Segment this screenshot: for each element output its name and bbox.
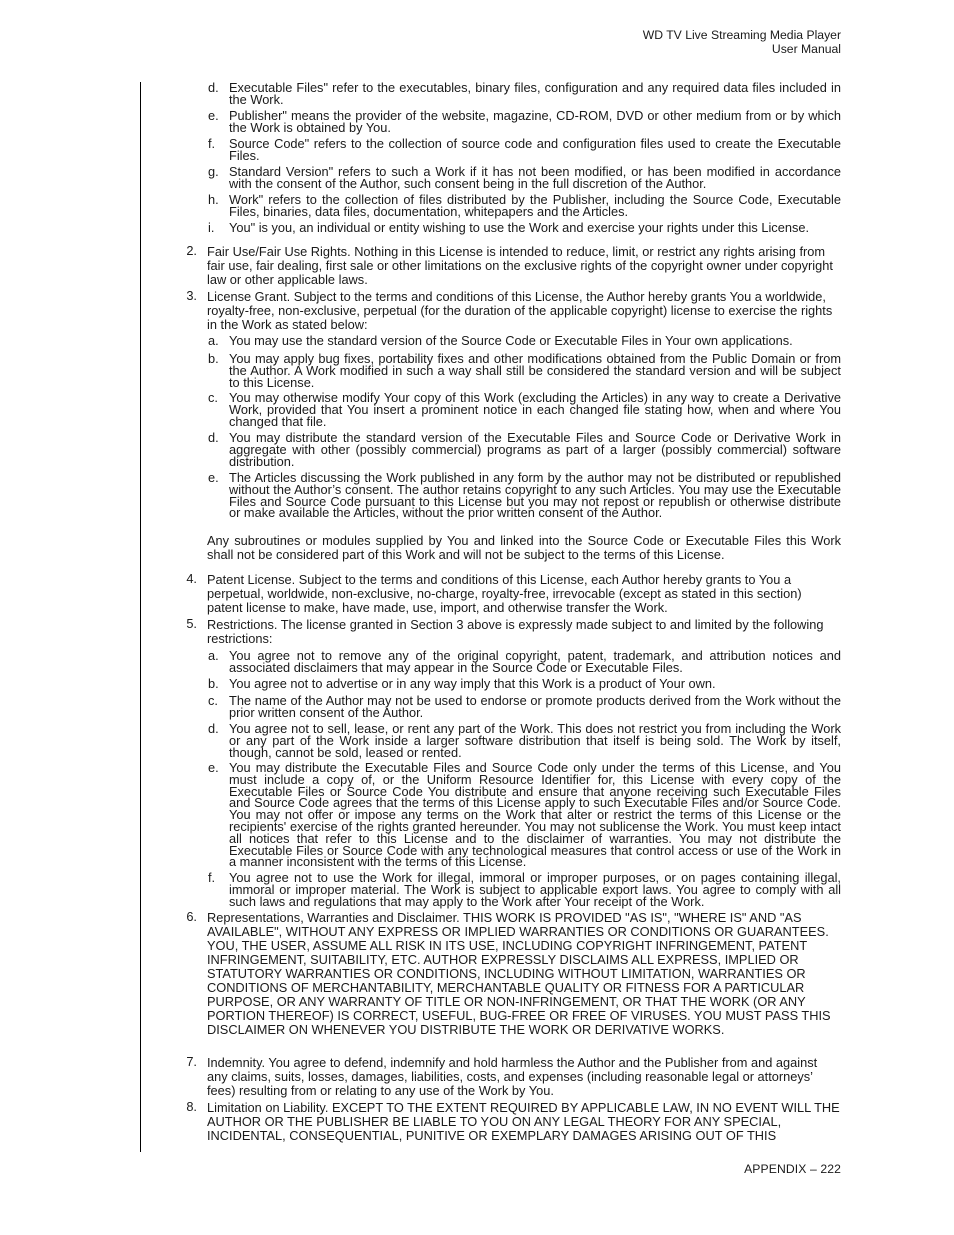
list-marker: d. bbox=[208, 430, 219, 445]
list-marker: g. bbox=[208, 164, 219, 179]
header-subtitle: User Manual bbox=[771, 42, 841, 56]
list-marker: e. bbox=[208, 470, 219, 485]
list-marker: c. bbox=[208, 693, 218, 708]
list-marker: 4. bbox=[186, 571, 197, 586]
body-paragraph: Any subroutines or modules supplied by You and linked into the Source Code or Executable Files this Work shall not be considered part of this Work and will not be subject to the terms of this License. bbox=[207, 533, 841, 562]
list-marker: a. bbox=[208, 648, 219, 663]
list-marker: d. bbox=[208, 721, 219, 736]
list-marker: c. bbox=[208, 390, 218, 405]
list-marker: i. bbox=[208, 220, 215, 235]
list-marker: f. bbox=[208, 136, 216, 151]
clause-text: You agree not to advertise or in any way imply that this Work is a product of Your own. bbox=[229, 676, 716, 691]
clause-text: Patent License. Subject to the terms and conditions of this License, each Author hereby grants to You a perpetual, worldwide, non-exclusive, no-charge, royalty-free, irrevocable (except as stated in this section) patent license to make, have made, use, import, and otherwise transfer the Work. bbox=[207, 572, 802, 615]
list-marker: 7. bbox=[186, 1054, 197, 1069]
list-marker: e. bbox=[208, 760, 219, 775]
clause-text: Fair Use/Fair Use Rights. Nothing in this License is intended to reduce, limit, or restrict any rights arising from fair use, fair dealing, first sale or other limitations on the exclusive rights of the copyright owner under copyright law or other applicable laws. bbox=[207, 244, 833, 287]
list-marker: f. bbox=[208, 870, 216, 885]
list-marker: 5. bbox=[186, 616, 197, 631]
list-marker: b. bbox=[208, 351, 219, 366]
clause-text: License Grant. Subject to the terms and conditions of this License, the Author hereby grants You a worldwide, royalty-free, non-exclusive, perpetual (for the duration of the applicable copyright) license to exercise the rights in the Work as stated below: bbox=[207, 289, 833, 332]
list-marker: 2. bbox=[186, 243, 197, 258]
list-marker: e. bbox=[208, 108, 219, 123]
page-number: 222 bbox=[820, 1162, 841, 1176]
clause-text: Source Code" refers to the collection of source code and configuration files used to create the Executable Files. bbox=[229, 136, 841, 163]
running-header bbox=[643, 28, 841, 56]
list-marker: 6. bbox=[186, 909, 197, 924]
list-marker: 3. bbox=[186, 288, 197, 303]
clause-text: You may distribute the Executable Files and Source Code only under the terms of this License, and You must include a copy of, or the Uniform Resource Identifier for, this License with every copy of the Executable Files or Source Code You distribute and ensure that anyone receiving such Executable Files and Source Code agrees that the terms of this License apply to such Executable Files and/or Source Code. You may not offer or impose any terms on the Work that alter or restrict the terms of this License or the recipients' exercise of the rights granted hereunder. You may not sublicense the Work. You must keep intact all notices that refer to this License and to the disclaimer of warranties. You may not distribute the Executable Files or Source Code with any technological measures that control access or use of the Work in a manner inconsistent with the terms of this License. bbox=[229, 760, 841, 870]
clause-text: You agree not to use the Work for illegal, immoral or improper purposes, or on pages containing illegal, immoral or improper material. The Work is subject to applicable export laws. You agree to comply with all such laws and regulations that may apply to the Work after Your receipt of the Work. bbox=[229, 870, 841, 909]
margin-rule bbox=[140, 82, 141, 1152]
clause-text: You may otherwise modify Your copy of this Work (excluding the Articles) in any way to create a Derivative Work, provided that You insert a prominent notice in each changed file stating how, when and where You changed that file. bbox=[229, 390, 841, 429]
list-marker: b. bbox=[208, 676, 219, 691]
clause-text: Limitation on Liability. EXCEPT TO THE EXTENT REQUIRED BY APPLICABLE LAW, IN NO EVENT WILL THE AUTHOR OR THE PUBLISHER BE LIABLE TO YOU ON ANY LEGAL THEORY FOR ANY SPECIAL, INCIDENTAL, CONSEQUENTIAL, PUNITIVE OR EXEMPLARY DAMAGES ARISING OUT OF THIS bbox=[207, 1100, 840, 1143]
clause-text: Publisher" means the provider of the website, magazine, CD-ROM, DVD or other medium from or by which the Work is obtained by You. bbox=[229, 108, 841, 135]
clause-text: Work" refers to the collection of files distributed by the Publisher, including the Source Code, Executable Files, binaries, data files, documentation, whitepapers and the Articles. bbox=[229, 192, 841, 219]
footer-separator: – bbox=[806, 1162, 821, 1176]
clause-text: Representations, Warranties and Disclaimer. THIS WORK IS PROVIDED "AS IS", "WHERE IS" AND "AS AVAILABLE", WITHOUT ANY EXPRESS OR IMPLIED WARRANTIES OR CONDITIONS OR GUARANTEES. YOU, THE USER, ASSUME ALL RISK IN ITS USE, INCLUDING COPYRIGHT INFRINGEMENT, PATENT INFRINGEMENT, SUITABILITY, ETC. AUTHOR EXPRESSLY DISCLAIMS ALL EXPRESS, IMPLIED OR STATUTORY WARRANTIES OR CONDITIONS, INCLUDING WITHOUT LIMITATION, WARRANTIES OR CONDITIONS OF MERCHANTABILITY, MERCHANTABLE QUALITY OR FITNESS FOR A PARTICULAR PURPOSE, OR ANY WARRANTY OF TITLE OR NON-INFRINGEMENT, OR THAT THE WORK (OR ANY PORTION THEREOF) IS CORRECT, USEFUL, BUG-FREE OR FREE OF VIRUSES. YOU MUST PASS THIS DISCLAIMER ON WHENEVER YOU DISTRIBUTE THE WORK OR DERIVATIVE WORKS. bbox=[207, 910, 831, 1037]
clause-text: You agree not to remove any of the original copyright, patent, trademark, and attribution notices and associated disclaimers that may appear in the Source Code or Executable Files. bbox=[229, 648, 841, 675]
list-marker: a. bbox=[208, 333, 219, 348]
clause-text: Restrictions. The license granted in Section 3 above is expressly made subject to and limited by the following restrictions: bbox=[207, 617, 824, 646]
clause-text: You may use the standard version of the Source Code or Executable Files in Your own applications. bbox=[229, 333, 793, 348]
clause-text: You may distribute the standard version of the Executable Files and Source Code or Derivative Work in aggregate with other (possibly commercial) programs as part of a larger (possibly commercial) software distribution. bbox=[229, 430, 841, 469]
clause-text: Indemnity. You agree to defend, indemnify and hold harmless the Author and the Publisher from and against any claims, suits, losses, damages, liabilities, costs, and expenses (including reasonable legal or attorneys’ fees) resulting from or relating to any use of the Work by You. bbox=[207, 1055, 818, 1098]
clause-text: The name of the Author may not be used to endorse or promote products derived from the Work without the prior written consent of the Author. bbox=[229, 693, 841, 720]
footer-section: APPENDIX bbox=[744, 1162, 807, 1176]
list-marker: d. bbox=[208, 80, 219, 95]
list-marker: 8. bbox=[186, 1099, 197, 1114]
header-title: WD TV Live Streaming Media Player bbox=[642, 28, 841, 42]
clause-text: You" is you, an individual or entity wishing to use the Work and exercise your rights under this License. bbox=[229, 220, 810, 235]
clause-text: You agree not to sell, lease, or rent any part of the Work. This does not restrict you from including the Work or any part of the Work inside a larger software distribution that itself is being sold. The Work by itself, though, cannot be sold, leased or rented. bbox=[229, 721, 841, 760]
clause-text: You may apply bug fixes, portability fixes and other modifications obtained from the Public Domain or from the Author. A Work modified in such a way shall still be considered the standard version and will be subject to this License. bbox=[229, 351, 841, 390]
clause-text: Executable Files" refer to the executables, binary files, configuration and any required data files included in the Work. bbox=[229, 80, 841, 107]
list-marker: h. bbox=[208, 192, 219, 207]
page-footer bbox=[744, 1162, 841, 1176]
clause-text: The Articles discussing the Work published in any form by the author may not be distributed or republished without the Author’s consent. The author retains copyright to any such Articles. You may use the Executable Files and Source Code pursuant to this License but you may not repost or republish or otherwise distribute or make available the Articles, without the prior written consent of the Author. bbox=[229, 470, 841, 521]
clause-text: Standard Version" refers to such a Work if it has not been modified, or has been modified in accordance with the consent of the Author, such consent being in the full discretion of the Author. bbox=[229, 164, 841, 191]
